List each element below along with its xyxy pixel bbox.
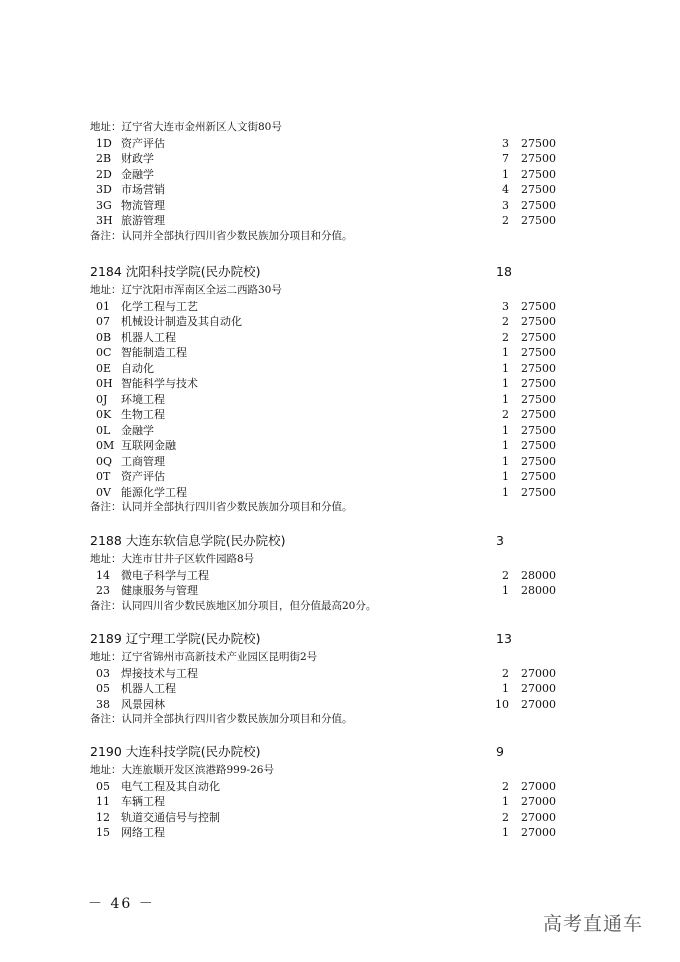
- program-fee: 27500: [521, 392, 556, 406]
- program-name: 金融学: [121, 423, 154, 437]
- program-fee: 27000: [521, 779, 556, 793]
- program-name: 能源化学工程: [121, 485, 187, 499]
- program-count: 1: [502, 361, 509, 375]
- school-address: 地址：大连市甘井子区软件园路8号: [90, 553, 255, 565]
- program-count: 1: [502, 584, 509, 597]
- program-name: 资产评估: [121, 136, 165, 150]
- program-row: [90, 182, 590, 198]
- program-code: 3G: [96, 198, 112, 212]
- program-fee: 27500: [521, 485, 556, 499]
- school-section: [90, 262, 590, 516]
- school-address: 地址：辽宁沈阳市浑南区全运二西路30号: [90, 284, 282, 296]
- program-fee: 27500: [521, 330, 556, 344]
- program-name: 环境工程: [121, 392, 165, 406]
- program-count: 1: [502, 485, 509, 499]
- program-name: 资产评估: [121, 470, 165, 483]
- school-total-count: 9: [496, 744, 504, 759]
- program-fee: 27500: [521, 198, 556, 212]
- watermark: 高考直通车: [543, 913, 644, 935]
- program-count: 1: [502, 423, 509, 437]
- program-code: 0B: [96, 330, 112, 344]
- program-row: [90, 151, 590, 167]
- program-row: [90, 681, 590, 697]
- program-row: [90, 438, 590, 454]
- section-note: 备注：认同并全部执行四川省少数民族加分项目和分值。: [90, 713, 353, 725]
- program-code: 0C: [96, 346, 112, 359]
- program-name: 金融学: [121, 167, 154, 181]
- program-count: 10: [495, 697, 509, 711]
- program-count: 1: [502, 167, 509, 181]
- program-name: 轨道交通信号与控制: [121, 810, 220, 824]
- program-row: [90, 779, 590, 795]
- program-fee: 27000: [521, 826, 556, 839]
- program-count: 1: [502, 346, 509, 359]
- program-name: 车辆工程: [121, 795, 165, 808]
- program-count: 2: [502, 330, 509, 344]
- program-code: 0E: [96, 361, 112, 375]
- program-row: [90, 568, 590, 584]
- program-fee: 27500: [521, 470, 556, 483]
- program-row: [90, 485, 590, 501]
- program-name: 健康服务与管理: [121, 584, 198, 597]
- program-row: [90, 423, 590, 439]
- program-count: 2: [502, 408, 509, 421]
- program-row: [90, 392, 590, 408]
- program-row: [90, 810, 590, 826]
- program-row: [90, 299, 590, 315]
- program-name: 化学工程与工艺: [121, 299, 198, 313]
- program-name: 焊接技术与工程: [121, 666, 198, 680]
- program-code: 14: [96, 568, 110, 582]
- program-code: 3H: [96, 214, 113, 227]
- school-header: [90, 629, 590, 649]
- program-name: 财政学: [121, 152, 154, 165]
- school-name: 2190 大连科技学院(民办院校): [90, 744, 261, 759]
- program-row: [90, 376, 590, 392]
- school-address: 地址：辽宁省大连市金州新区人文街80号: [90, 121, 282, 133]
- program-row: [90, 213, 590, 229]
- program-name: 智能制造工程: [121, 346, 187, 359]
- school-address: 地址：大连旅顺开发区滨港路999-26号: [90, 764, 274, 776]
- program-count: 4: [502, 183, 509, 196]
- program-count: 2: [502, 315, 509, 328]
- program-fee: 27500: [521, 152, 556, 165]
- program-row: [90, 314, 590, 330]
- program-name: 微电子科学与工程: [121, 568, 209, 582]
- program-count: 1: [502, 826, 509, 839]
- school-section: [90, 742, 590, 841]
- program-code: 05: [96, 779, 110, 793]
- section-note: 备注：认同并全部执行四川省少数民族加分项目和分值。: [90, 501, 353, 513]
- program-fee: 27500: [521, 361, 556, 375]
- program-fee: 27500: [521, 346, 556, 359]
- program-code: 23: [96, 584, 110, 597]
- program-count: 3: [502, 299, 509, 313]
- program-row: [90, 136, 590, 152]
- program-count: 7: [502, 152, 509, 165]
- program-row: [90, 825, 590, 841]
- program-code: 03: [96, 666, 110, 680]
- program-count: 3: [502, 136, 509, 150]
- program-count: 2: [502, 568, 509, 582]
- program-name: 机器人工程: [121, 330, 176, 344]
- program-count: 1: [502, 682, 509, 695]
- program-code: 38: [96, 697, 110, 711]
- program-fee: 27500: [521, 183, 556, 196]
- school-total-count: 18: [496, 264, 512, 279]
- program-name: 旅游管理: [121, 214, 165, 227]
- program-count: 2: [502, 666, 509, 680]
- program-code: 1D: [96, 136, 112, 150]
- program-name: 机器人工程: [121, 682, 176, 695]
- school-header: [90, 742, 590, 762]
- program-row: [90, 330, 590, 346]
- program-row: [90, 407, 590, 423]
- program-fee: 27500: [521, 439, 556, 452]
- program-code: 11: [96, 795, 110, 808]
- program-name: 物流管理: [121, 198, 165, 212]
- program-fee: 27500: [521, 136, 556, 150]
- program-count: 1: [502, 470, 509, 483]
- school-section: [90, 531, 590, 614]
- program-code: 0Q: [96, 454, 113, 468]
- program-row: [90, 361, 590, 377]
- school-total-count: 3: [496, 533, 504, 548]
- program-name: 机械设计制造及其自动化: [121, 315, 242, 328]
- program-row: [90, 167, 590, 183]
- program-code: 07: [96, 315, 110, 328]
- program-fee: 27000: [521, 682, 556, 695]
- program-code: 2B: [96, 152, 112, 165]
- school-header: [90, 531, 590, 551]
- program-code: 0H: [96, 377, 113, 390]
- program-count: 1: [502, 392, 509, 406]
- school-name: 2189 辽宁理工学院(民办院校): [90, 631, 261, 646]
- program-name: 生物工程: [121, 408, 165, 421]
- program-code: 3D: [96, 183, 112, 196]
- program-fee: 27500: [521, 423, 556, 437]
- school-name: 2188 大连东软信息学院(民办院校): [90, 533, 286, 548]
- program-count: 2: [502, 810, 509, 824]
- program-fee: 27000: [521, 795, 556, 808]
- program-name: 网络工程: [121, 826, 165, 839]
- school-header: [90, 262, 590, 282]
- program-code: 0K: [96, 408, 112, 421]
- program-code: 2D: [96, 167, 112, 181]
- program-name: 电气工程及其自动化: [121, 779, 220, 793]
- school-section: [90, 629, 590, 728]
- program-code: 05: [96, 682, 110, 695]
- program-name: 智能科学与技术: [121, 377, 198, 390]
- program-count: 1: [502, 454, 509, 468]
- program-name: 互联网金融: [121, 439, 176, 452]
- program-code: 0J: [96, 392, 108, 406]
- program-code: 15: [96, 826, 110, 839]
- program-count: 1: [502, 377, 509, 390]
- program-name: 自动化: [121, 361, 154, 375]
- school-address: 地址：辽宁省锦州市高新技术产业园区昆明街2号: [90, 651, 318, 663]
- program-code: 01: [96, 299, 110, 313]
- program-fee: 27000: [521, 697, 556, 711]
- program-row: [90, 666, 590, 682]
- program-name: 工商管理: [121, 454, 165, 468]
- section-note: 备注：认同四川省少数民族地区加分项目，但分值最高20分。: [90, 599, 377, 612]
- school-section: [90, 120, 590, 244]
- program-count: 3: [502, 198, 509, 212]
- program-fee: 27500: [521, 408, 556, 421]
- program-row: [90, 583, 590, 599]
- program-count: 2: [502, 214, 509, 227]
- program-code: 0T: [96, 470, 111, 483]
- program-row: [90, 345, 590, 361]
- program-count: 1: [502, 439, 509, 452]
- program-fee: 27500: [521, 299, 556, 313]
- program-row: [90, 454, 590, 470]
- program-row: [90, 697, 590, 713]
- program-fee: 28000: [521, 568, 556, 582]
- school-name: 2184 沈阳科技学院(民办院校): [90, 264, 261, 279]
- section-note: 备注：认同并全部执行四川省少数民族加分项目和分值。: [90, 229, 353, 242]
- program-fee: 28000: [521, 584, 556, 597]
- program-row: [90, 198, 590, 214]
- program-code: 0V: [96, 485, 111, 499]
- program-row: [90, 794, 590, 810]
- page-number: － 46 －: [88, 896, 155, 912]
- program-count: 1: [502, 795, 509, 808]
- program-fee: 27500: [521, 315, 556, 328]
- program-name: 风景园林: [121, 697, 165, 711]
- program-fee: 27000: [521, 666, 556, 680]
- program-count: 2: [502, 779, 509, 793]
- program-fee: 27000: [521, 810, 556, 824]
- program-code: 0L: [96, 423, 111, 437]
- program-code: 0M: [96, 439, 115, 452]
- program-fee: 27500: [521, 377, 556, 390]
- school-total-count: 13: [496, 631, 512, 646]
- program-name: 市场营销: [121, 183, 165, 196]
- program-row: [90, 469, 590, 485]
- program-code: 12: [96, 810, 110, 824]
- program-fee: 27500: [521, 167, 556, 181]
- program-fee: 27500: [521, 214, 556, 227]
- program-fee: 27500: [521, 454, 556, 468]
